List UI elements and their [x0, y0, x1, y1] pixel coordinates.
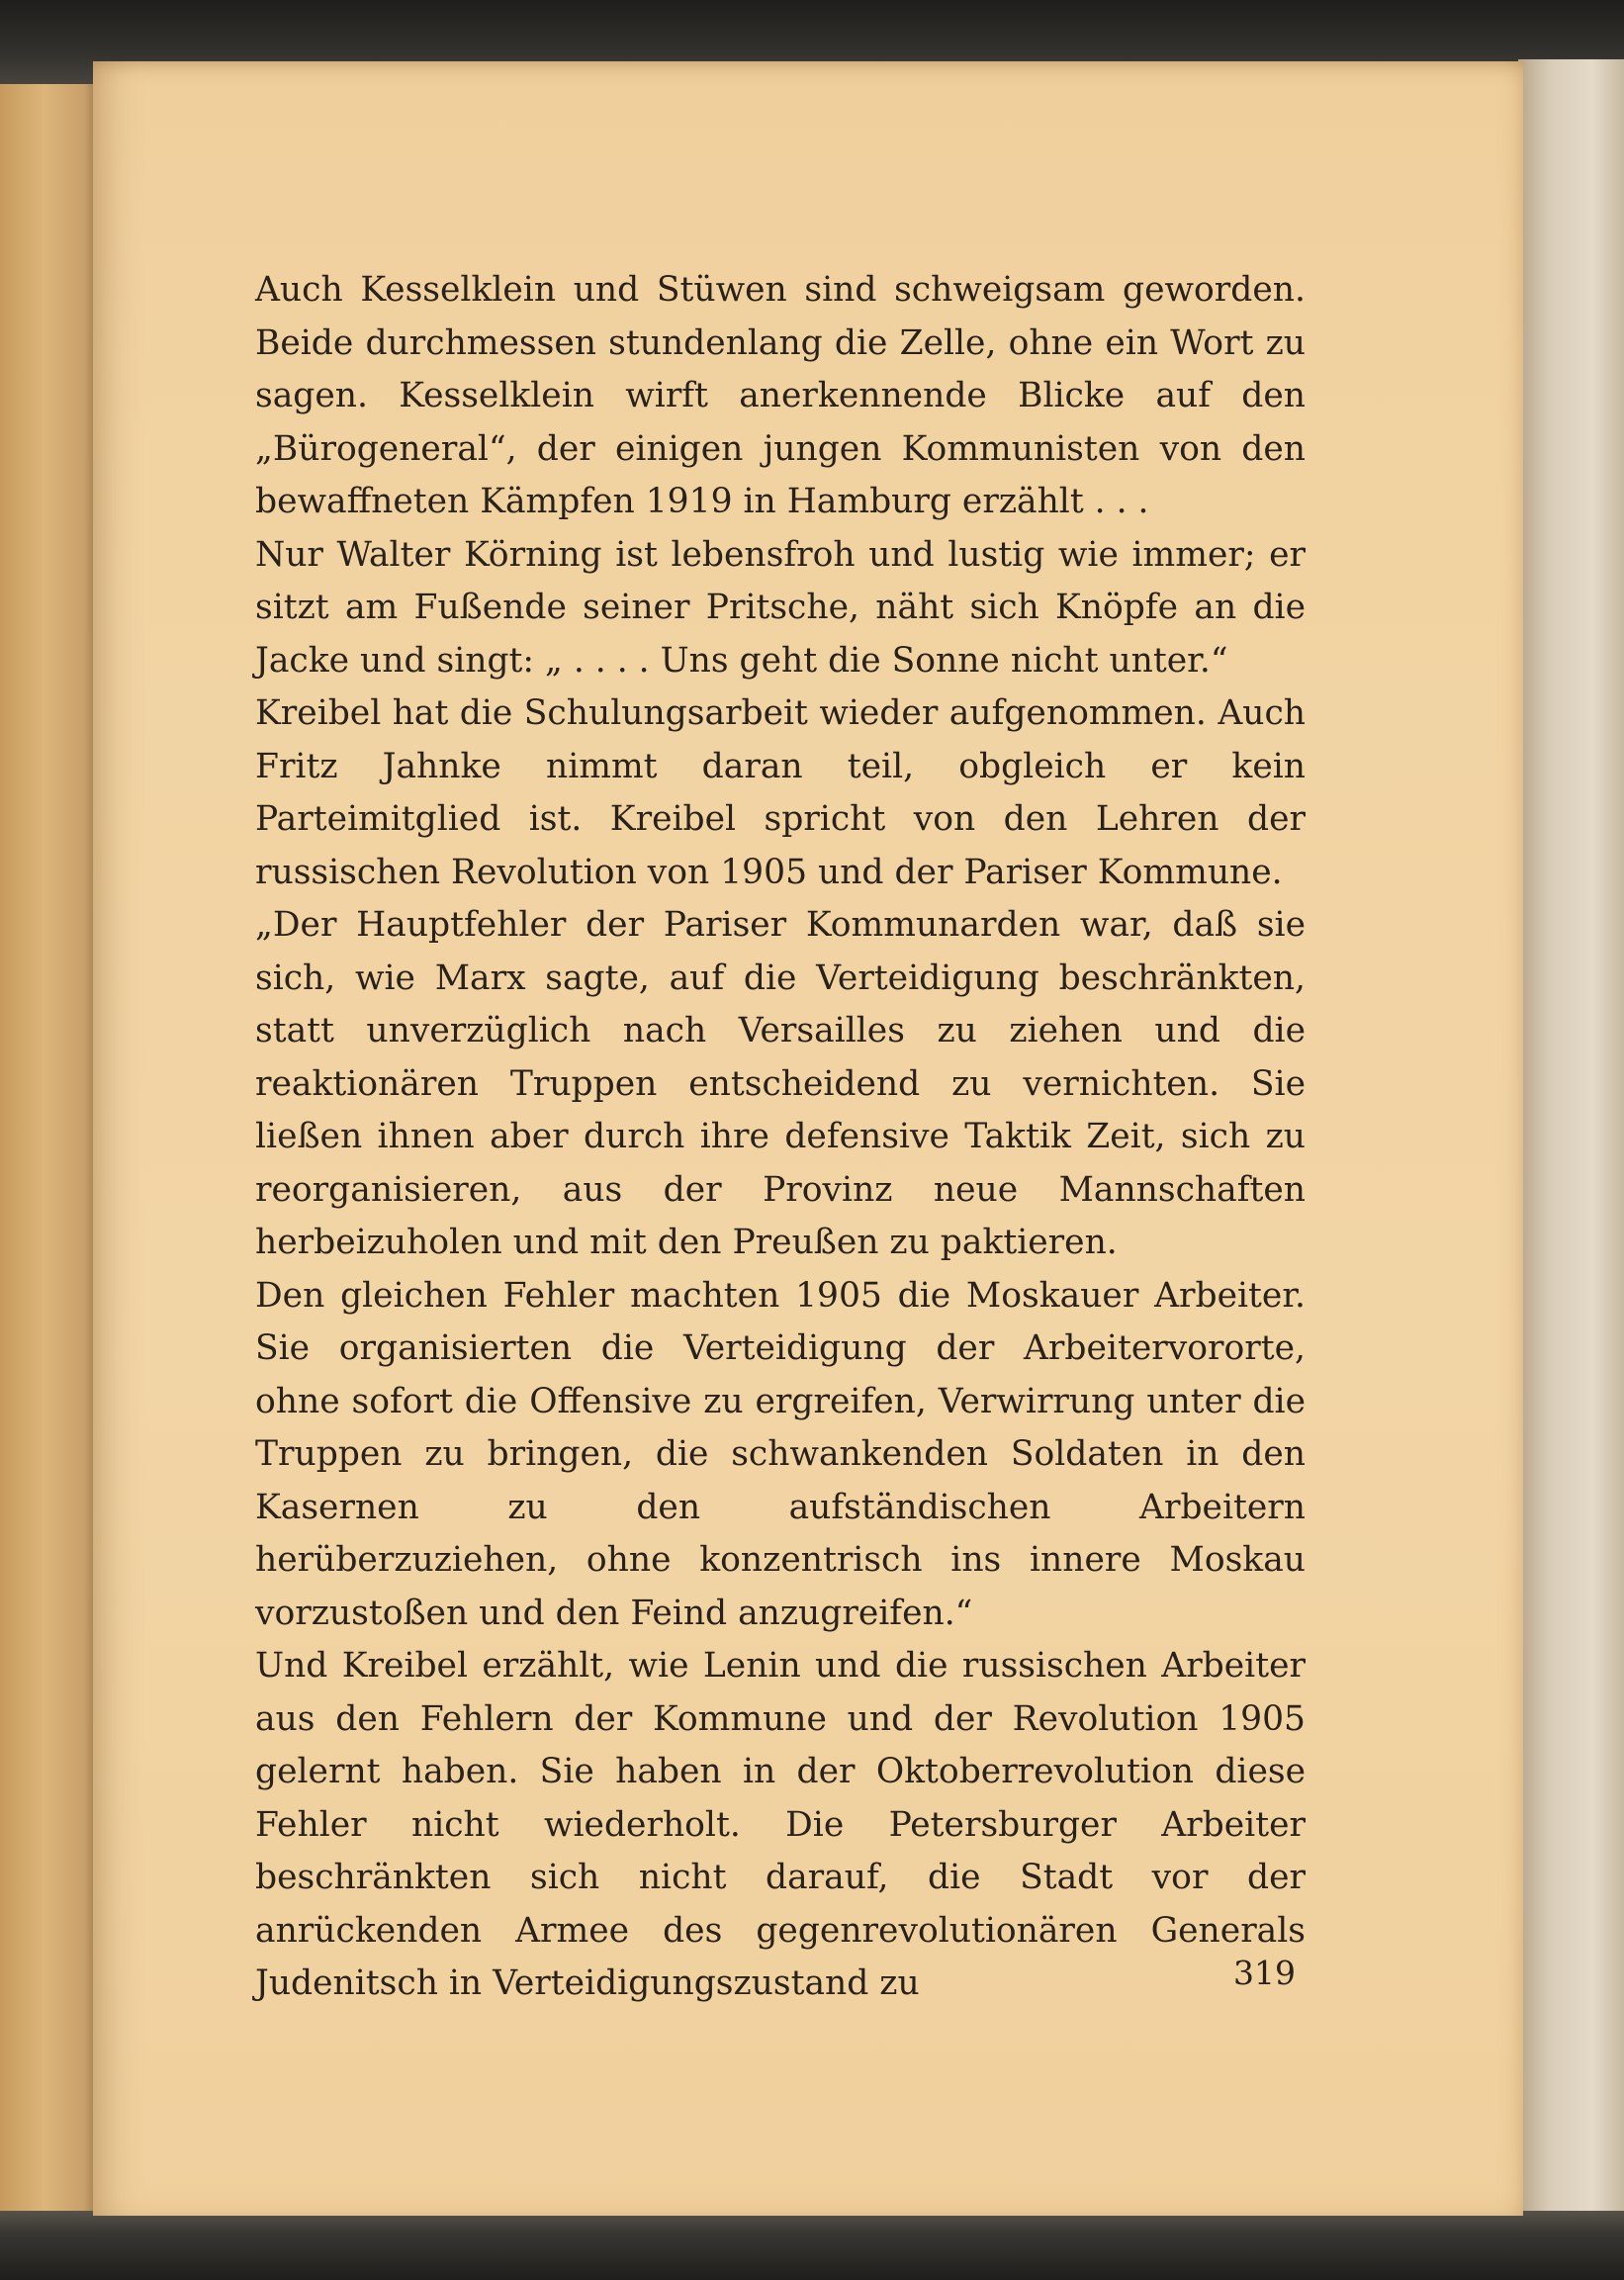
paragraph-1: Auch Kesselklein und Stüwen sind schweigsam geworden. Beide durchmessen stundenlang die Zelle, ohne ein Wort zu sagen. Kesselklein wirft anerkennende Blicke auf den „Bürogeneral“, der einigen jungen Kommunisten von den bewaffneten Kämpfen 1919 in Hamburg erzählt . . .	[255, 270, 1306, 521]
paragraph-3: Kreibel hat die Schulungsarbeit wieder aufgenommen. Auch Fritz Jahnke nimmt daran teil, obgleich er kein Parteimitglied ist. Kreibel spricht von den Lehren der russischen Revolution von 1905 und der Pariser Kommune.	[255, 693, 1306, 892]
right-cover-board	[1518, 59, 1624, 2226]
page-body-text	[255, 264, 1306, 2011]
paragraph-4: „Der Hauptfehler der Pariser Kommunarden war, daß sie sich, wie Marx sagte, auf die Verteidigung beschränkten, statt unverzüglich nach Versailles zu ziehen und die reaktionären Truppen entscheidend zu vernichten. Sie ließen ihnen aber durch ihre defensive Taktik Zeit, sich zu reorganisieren, aus der Provinz neue Mannschaften herbeizuholen und mit den Preußen zu paktieren.	[255, 905, 1306, 1262]
page-number: 319	[1233, 1954, 1296, 1992]
left-page-edge	[0, 84, 99, 2226]
paragraph-5: Den gleichen Fehler machten 1905 die Moskauer Arbeiter. Sie organisierten die Verteidigung der Arbeitervororte, ohne sofort die Offensive zu ergreifen, Verwirrung unter die Truppen zu bringen, die schwankenden Soldaten in den Kasernen zu den aufständischen Arbeitern herüberzuziehen, ohne konzentrisch ins innere Moskau vorzustoßen und den Feind anzugreifen.“	[255, 1275, 1306, 1633]
paragraph-6: Und Kreibel erzählt, wie Lenin und die russischen Arbeiter aus den Fehlern der Kommune und der Revolution 1905 gelernt haben. Sie haben in der Oktoberrevolution diese Fehler nicht wiederholt. Die Petersburger Arbeiter beschränkten sich nicht darauf, die Stadt vor der anrückenden Armee des gegenrevolutionären Generals Judenitsch in Verteidigungszustand zu	[255, 1646, 1306, 2003]
paragraph-2: Nur Walter Körning ist lebensfroh und lustig wie immer; er sitzt am Fußende seiner Pritsche, näht sich Knöpfe an die Jacke und singt: „ . . . . Uns geht die Sonne nicht unter.“	[255, 534, 1306, 681]
book-binding-bottom	[0, 2211, 1624, 2280]
